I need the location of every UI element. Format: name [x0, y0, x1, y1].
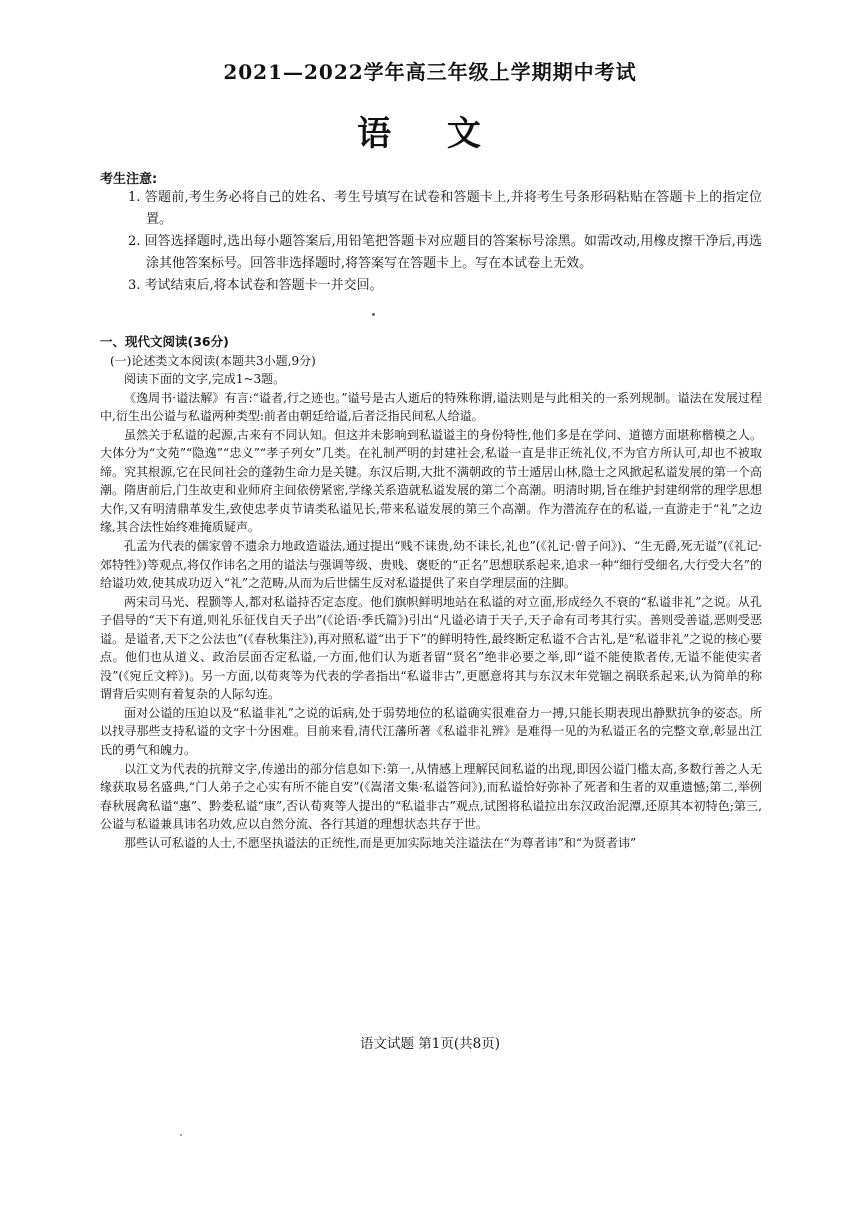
section-subtitle: (一)论述类文本阅读(本题共3小题,9分) [110, 353, 316, 368]
scan-speck [180, 1134, 182, 1136]
passage-paragraph-6: 以江文为代表的抗辩文字,传递出的部分信息如下:第一,从情感上理解民间私谥的出现,即因公谥门槛太高,多数行善之人无缘获取易名盛典,“门人弟子之心实有所不能自安”(《嵩渚文集·私谥答问》),而私谥恰好弥补了死者和生者的双重遗憾;第二,举例春秋展禽私谥“惠”、黔娄私谥“康”,否认荀爽等人提出的“私谥非古”观点,试图将私谥拉出东汉政治泥潭,还原其本初特色;第三,公谥与私谥兼具讳名功效,应以自然分流、各行其道的理想状态共存于世。 [100, 761, 762, 832]
notice-heading: 考生注意: [100, 172, 158, 187]
notice-item-2: 2. 回答选择题时,选出每小题答案后,用铅笔把答题卡对应题目的答案标号涂黑。如需改动,用橡皮擦干净后,再选涂其他答案标号。回答非选择题时,将答案写在答题卡上。写在本试卷上无效。 [128, 234, 762, 271]
notice-item-1: 1. 答题前,考生务必将自己的姓名、考生号填写在试卷和答题卡上,并将考生号条形码粘贴在答题卡上的指定位置。 [128, 190, 762, 227]
passage-paragraph-4: 两宋司马光、程颢等人,都对私谥持否定态度。他们旗帜鲜明地站在私谥的对立面,形成经久不衰的“私谥非礼”之说。从孔子倡导的“天下有道,则礼乐征伐自天子出”(《论语·季氏篇》)引出“凡谥必请于天子,天子命有司考其行实。善则受善谥,恶则受恶谥。是谥者,天下之公法也”(《春秋集注》),再对照私谥“出于下”的鲜明特性,最终断定私谥不合古礼,是“私谥非礼”之说的核心要点。他们也从道义、政治层面否定私谥,一方面,他们认为逝者留“贤名”绝非必要之举,即“谥不能使欺者传,无谥不能使实者没”(《宛丘文粹》)。另一方面,以荀爽等为代表的学者指出“私谥非古”,更愿意将其与东汉末年党锢之祸联系起来,认为简单的称谓背后实则有着复杂的人际勾连。 [100, 594, 762, 702]
exam-title: 2021—2022学年高三年级上学期期中考试 [223, 60, 637, 84]
reading-section [100, 333, 762, 852]
stray-dot [372, 313, 375, 316]
page-footer: 语文试题 第1页(共8页) [359, 1036, 500, 1052]
notice-list [128, 187, 762, 297]
section-instruction: 阅读下面的文字,完成1~3题。 [124, 372, 286, 387]
subject-title: 语 文 [357, 114, 503, 154]
passage-paragraph-1: 《逸周书·谥法解》有言:“谥者,行之迹也。”谥号是古人逝后的特殊称谓,谥法则是与此相关的一系列规制。谥法在发展过程中,衍生出公谥与私谥两种类型:前者由朝廷给谥,后者泛指民间私人给谥。 [100, 390, 762, 424]
passage-paragraph-2: 虽然关于私谥的起源,古来有不同认知。但这并未影响到私谥谥主的身份特性,他们多是在学问、道德方面堪称楷模之人。大体分为“文苑”“隐逸”“忠义”“孝子列女”几类。在礼制严明的封建社会,私谥一直是非正统礼仪,不为官方所认可,却也不被取缔。究其根源,它在民间社会的蓬勃生命力是关键。东汉后期,大批不满朝政的节士遁居山林,隐士之风掀起私谥发展的第一个高潮。隋唐前后,门生故吏和业师府主间依傍紧密,学缘关系造就私谥发展的第二个高潮。明清时期,旨在维护封建纲常的理学思想大作,又有明清鼎革发生,致使忠孝贞节请类私谥见长,带来私谥发展的第三个高潮。作为潜流存在的私谥,一直游走于“礼”之边缘,其合法性始终难掩质疑声。 [100, 427, 762, 535]
passage-paragraph-7: 那些认可私谥的人士,不愿坚执谥法的正统性,而是更加实际地关注谥法在“为尊者讳”和“为贤者讳” [124, 835, 637, 850]
passage-paragraph-3: 孔孟为代表的儒家曾不遗余力地政造谥法,通过提出“贱不诔贵,幼不诔长,礼也”(《礼记·曾子问》)、“生无爵,死无谥”(《礼记·郊特牲》)等观点,将仅作讳名之用的谥法与强调等级、贵贱、褒贬的“正名”思想联系起来,追求一种“细行受细名,大行受大名”的给谥功效,使其成功迈入“礼”之范畴,从而为后世儒生反对私谥提供了来自学理层面的注脚。 [100, 539, 762, 591]
section-title: 一、现代文阅读(36分) [100, 334, 229, 349]
passage-paragraph-5: 面对公谥的压迫以及“私谥非礼”之说的诟病,处于弱势地位的私谥确实很难奋力一搏,只能长期表现出静默抗争的姿态。所以找寻那些支持私谥的文字十分困难。目前来看,清代江藩所著《私谥非礼辨》是难得一见的为私谥正名的完整文章,彰显出江氏的勇气和魄力。 [100, 705, 762, 758]
notice-item-3: 3. 考试结束后,将本试卷和答题卡一并交回。 [128, 278, 383, 293]
